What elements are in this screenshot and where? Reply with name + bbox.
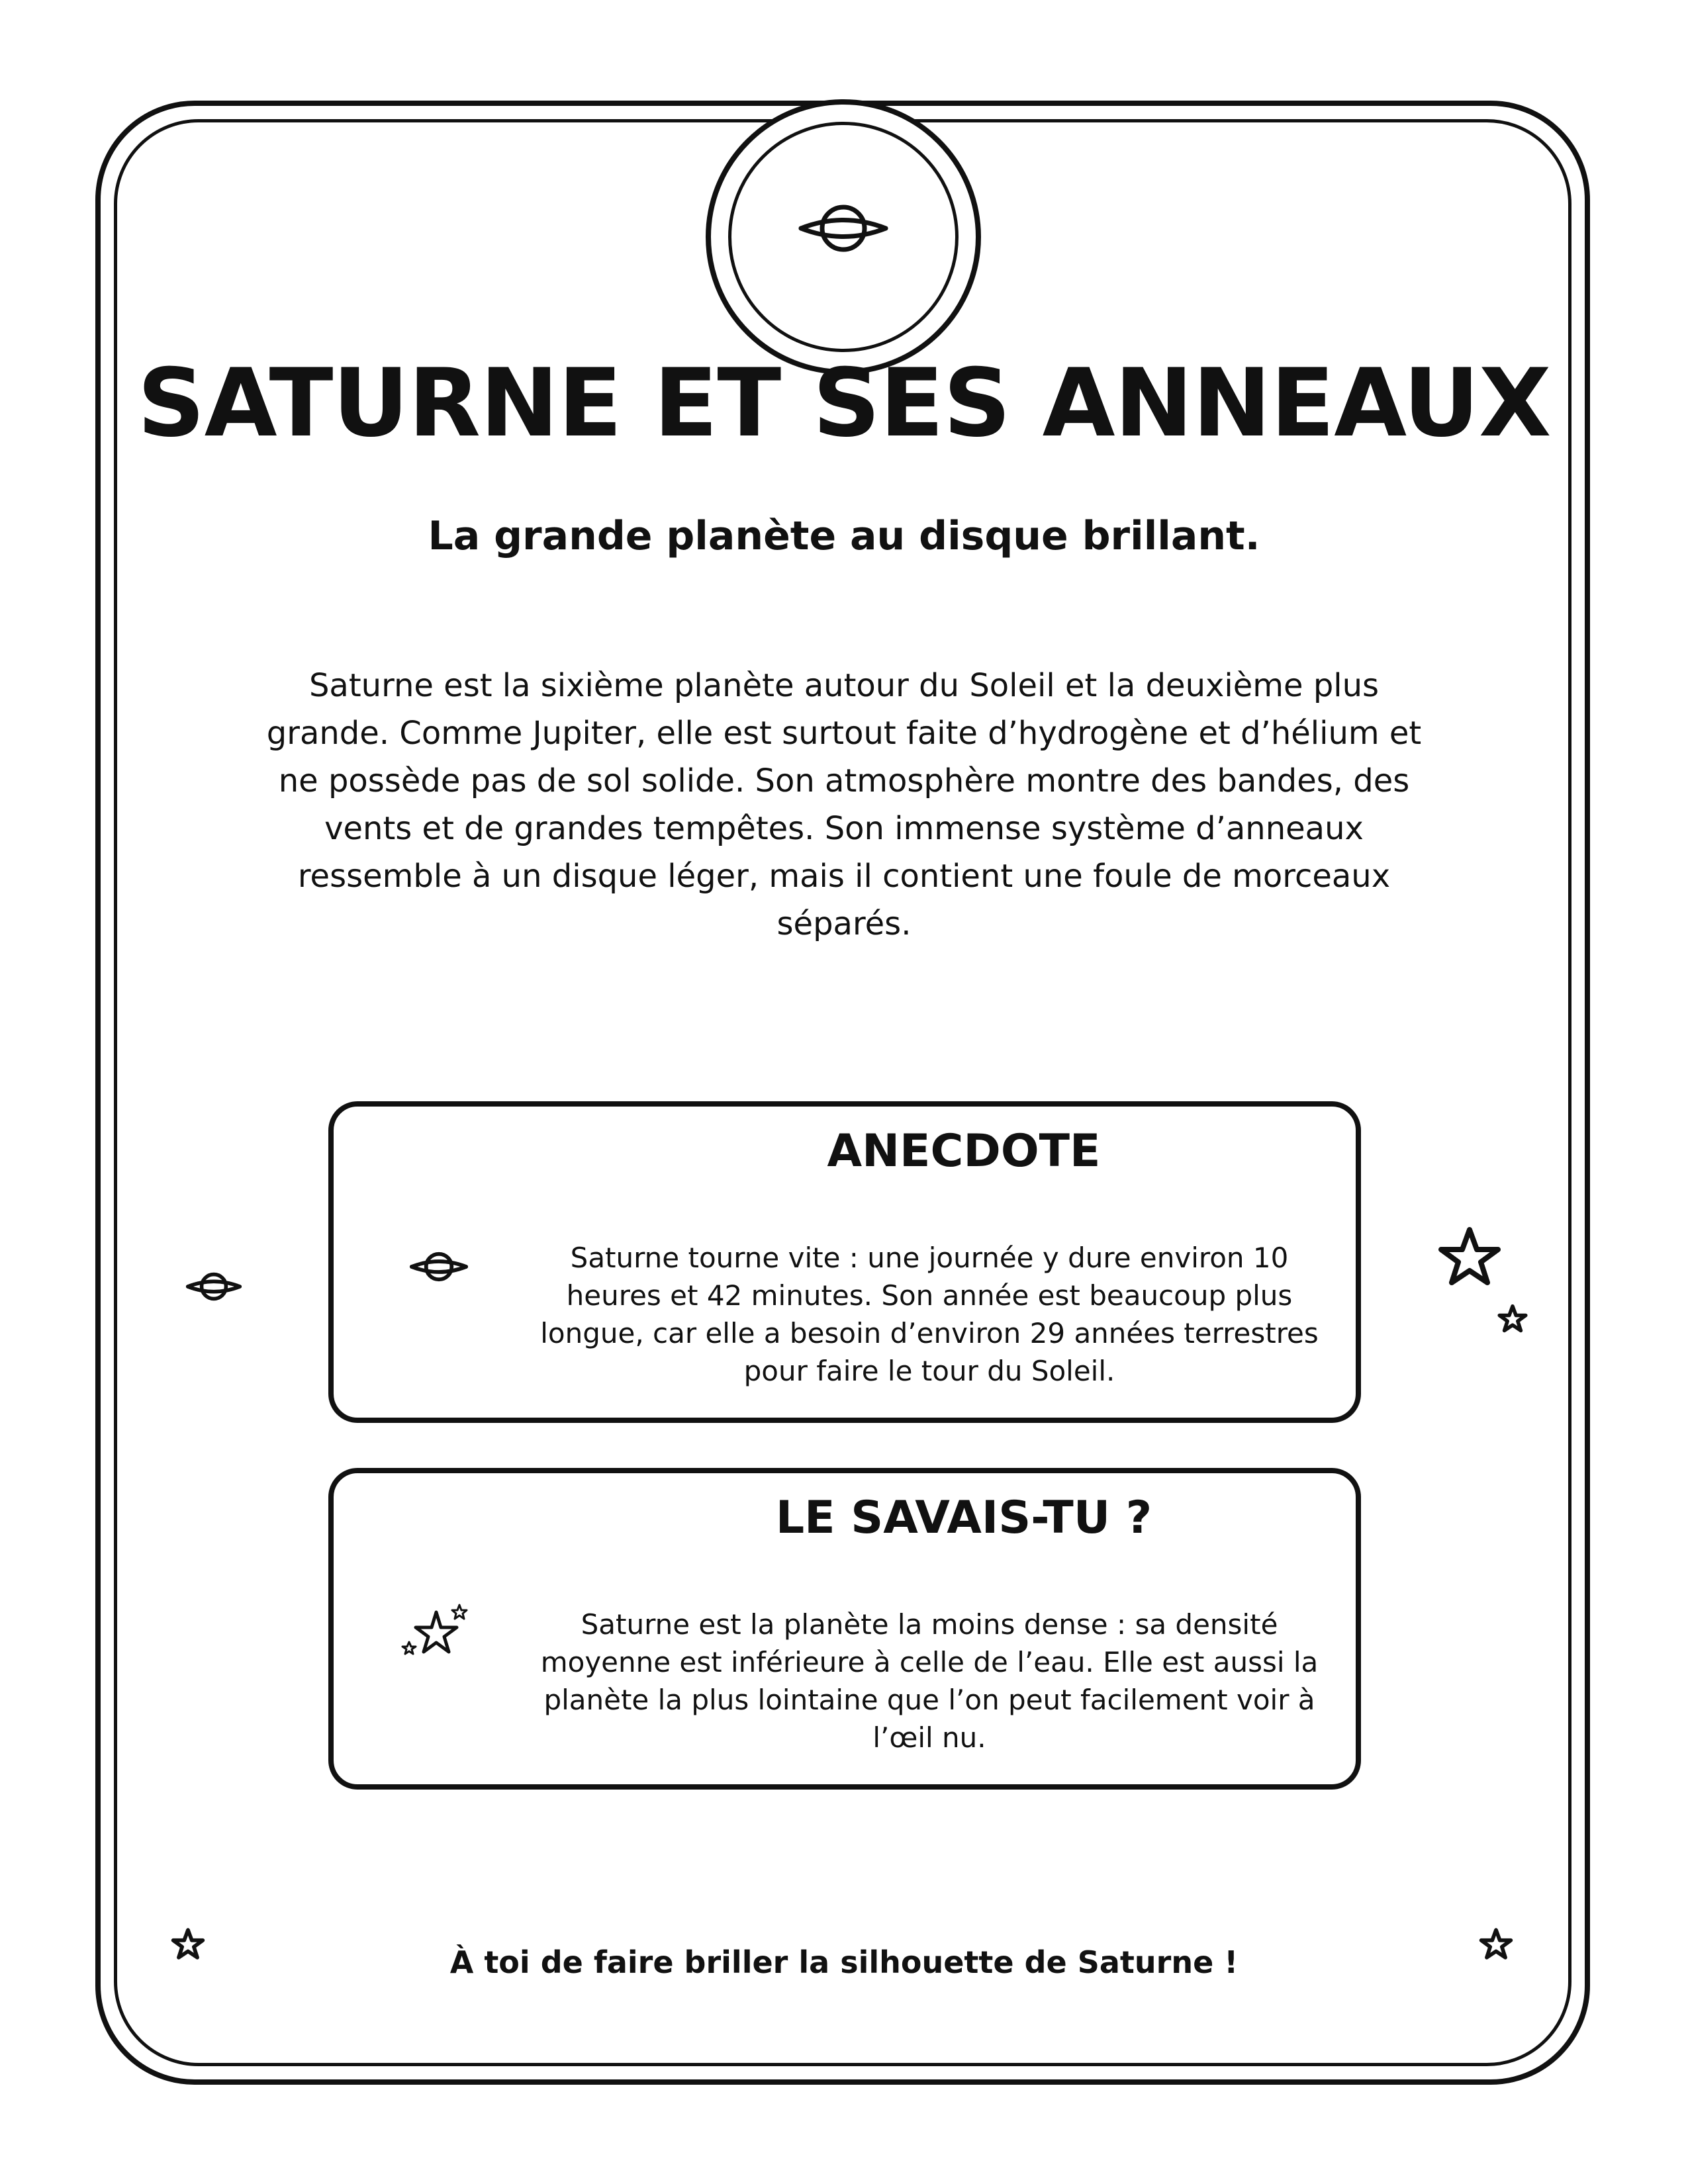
card-text: Saturne tourne vite : une journée y dure environ 10 heures et 42 minutes. Son année est beaucoup plus longue, car elle a besoin d’environ 29 années terrestres pour faire le tour du Soleil. [540, 1242, 1319, 1387]
intro-paragraph: Saturne est la sixième planète autour du Soleil et la deuxième plus grande. Comme Jupiter, elle est surtout faite d’hydrogène et d’hélium et ne possède pas de sol solide. Son atmosphère montre des bandes, des vents et de grandes tempêtes. Son immense système d’anneaux ressemble à un disque léger, mais il contient une foule de morceaux séparés. [266, 667, 1422, 942]
stars-icon [400, 1602, 473, 1662]
star-icon [1436, 1224, 1503, 1291]
planet-icon [797, 199, 890, 258]
card-title: LE SAVAIS-TU ? [775, 1492, 1152, 1544]
did-you-know-card [328, 1468, 1361, 1790]
card-title: ANECDOTE [827, 1125, 1101, 1177]
planet-icon [409, 1247, 469, 1287]
anecdote-card [328, 1101, 1361, 1423]
card-text: Saturne est la planète la moins dense : sa densité moyenne est inférieure à celle de l’eau. Elle est aussi la planète la plus lointaine que l’on peut facilement voir à l’œil nu. [540, 1608, 1319, 1754]
star-icon [1497, 1304, 1528, 1334]
planet-icon [185, 1268, 242, 1305]
page-subtitle: La grande planète au disque brillant. [428, 513, 1260, 559]
page-title: SATURNE ET SES ANNEAUX [137, 349, 1551, 458]
footer-text: À toi de faire briller la silhouette de Saturne ! [449, 1944, 1239, 1980]
